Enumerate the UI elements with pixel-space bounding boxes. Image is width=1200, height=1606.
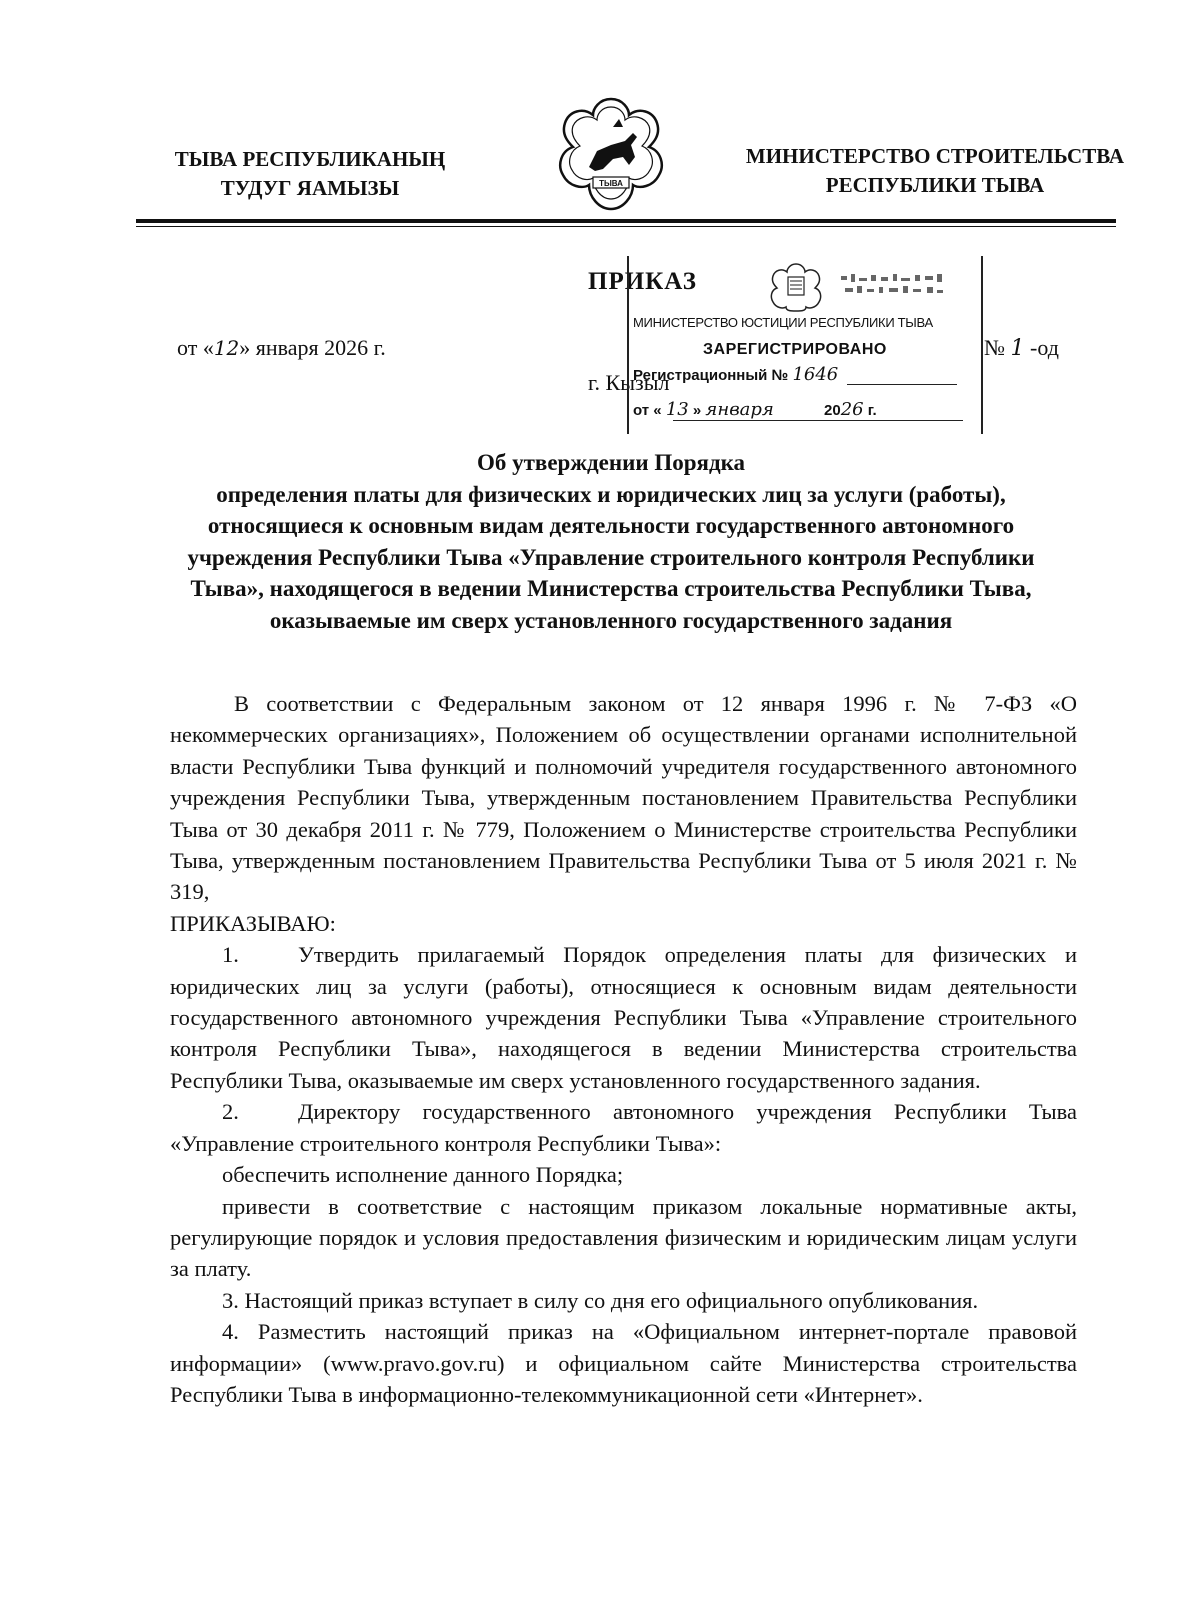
- header-right-title: [740, 142, 1130, 200]
- item-4: 4. Разместить настоящий приказ на «Официальном интернет-портале правовой информации» (www.pravo.gov.ru) и официальном сайте Министерства строительства Республики Тыва в информационно-телекоммуникационной сети «Интернет».: [170, 1319, 1077, 1407]
- stamp-reg-value: 1646: [792, 364, 839, 385]
- order-date: [177, 335, 386, 361]
- stamp-ministry: МИНИСТЕРСТВО ЮСТИЦИИ РЕСПУБЛИКИ ТЫВА: [633, 315, 933, 330]
- header-left-title: [160, 145, 460, 203]
- document-body: [170, 688, 1077, 1410]
- order-date-prefix: от «: [177, 335, 214, 360]
- item-2-text: Директору государственного автономного учреждения Республики Тыва «Управление строительного контроля Республики Тыва»:: [170, 1099, 1077, 1156]
- stamp-reg-label: Регистрационный №: [633, 367, 789, 384]
- stamp-reg-date: [633, 399, 877, 420]
- stamp-status: ЗАРЕГИСТРИРОВАНО: [703, 341, 887, 358]
- order-word: ПРИКАЗЫВАЮ:: [170, 910, 336, 936]
- preamble-paragraph: В соответствии с Федеральным законом от 12 января 1996 г. № 7-ФЗ «О некоммерческих организациях», Положением об осуществлении органами исполнительной власти Республики Тыва функций и полномочий учредителя государственного автономного учреждения Республики Тыва, утвержденным постановлением Правительства Республики Тыва от 30 декабря 2011 г. № 779, Положением о Министерстве строительства Республики Тыва, утвержденным постановлением Правительства Республики Тыва от 5 июля 2021 г. № 319,: [170, 691, 1077, 905]
- header-left-line2: ТУДУГ ЯАМЫЗЫ: [220, 176, 400, 200]
- stamp-year-suffix: 26: [840, 399, 864, 420]
- header-right-line1: МИНИСТЕРСТВО СТРОИТЕЛЬСТВА: [745, 144, 1125, 168]
- header-left-line1: ТЫВА РЕСПУБЛИКАНЫҢ: [174, 147, 446, 171]
- stamp-reg-number: [633, 364, 838, 385]
- stamp-date-prefix: от «: [633, 402, 662, 419]
- emblem-ribbon-text: ТЫВА: [599, 179, 623, 188]
- stamp-date-mid: »: [692, 402, 702, 419]
- subject-line2: определения платы для физических и юридических лиц за услуги (работы), относящиеся к основным видам деятельности государственного автономного учреждения Республики Тыва «Управление строительного контроля Республики Тыва», находящегося в ведении Министерства строительства Республики Тыва, оказываемые им сверх установленного государственного задания: [187, 481, 1035, 633]
- stamp-date-month: января: [705, 399, 774, 420]
- header-rule-thin: [136, 226, 1116, 227]
- stamp-year-end: г.: [867, 402, 877, 419]
- stamp-year-prefix: 20: [824, 402, 841, 419]
- subject-line1: Об утверждении Порядка: [476, 450, 746, 475]
- stamp-reg-underline: [847, 384, 957, 385]
- order-date-suffix: » января 2026 г.: [239, 335, 386, 360]
- item-1-number: 1.: [222, 942, 239, 968]
- stamp-noise-pattern: [839, 272, 947, 300]
- item-2-sub-a: обеспечить исполнение данного Порядка;: [222, 1162, 624, 1188]
- registration-stamp: [627, 256, 983, 434]
- header-rule-thick: [136, 219, 1116, 223]
- item-3: 3. Настоящий приказ вступает в силу со дня его официального опубликования.: [222, 1287, 979, 1313]
- order-date-day: 12: [213, 336, 240, 360]
- order-city: г. Кызыл: [588, 370, 670, 395]
- item-2-sub-b: привести в соответствие с настоящим приказом локальные нормативные акты, регулирующие порядок и условия предоставления физическим и юридическим лицам услуги за плату.: [170, 1193, 1077, 1282]
- order-number-value: 1: [1010, 336, 1025, 361]
- order-title: ПРИКАЗ: [588, 268, 697, 295]
- item-1-text: Утвердить прилагаемый Порядок определения платы для физических и юридических лиц за услуги (работы), относящиеся к основным видам деятельности государственного автономного учреждения Республики Тыва «Управление строительного контроля Республики Тыва», находящегося в ведении Министерства строительства Республики Тыва, оказываемые им сверх установленного государственного задания.: [170, 942, 1077, 1093]
- tuva-emblem: [553, 93, 669, 217]
- stamp-date-day: 13: [665, 399, 689, 420]
- document-subject: [150, 447, 1072, 636]
- stamp-date-underline: [673, 420, 963, 421]
- header-right-line2: РЕСПУБЛИКИ ТЫВА: [825, 173, 1045, 197]
- order-number-prefix: №: [984, 335, 1005, 360]
- item-2-number: 2.: [222, 1099, 239, 1125]
- order-number-suffix: -од: [1030, 335, 1059, 360]
- order-number: [984, 335, 1059, 361]
- stamp-emblem-icon: [769, 261, 823, 313]
